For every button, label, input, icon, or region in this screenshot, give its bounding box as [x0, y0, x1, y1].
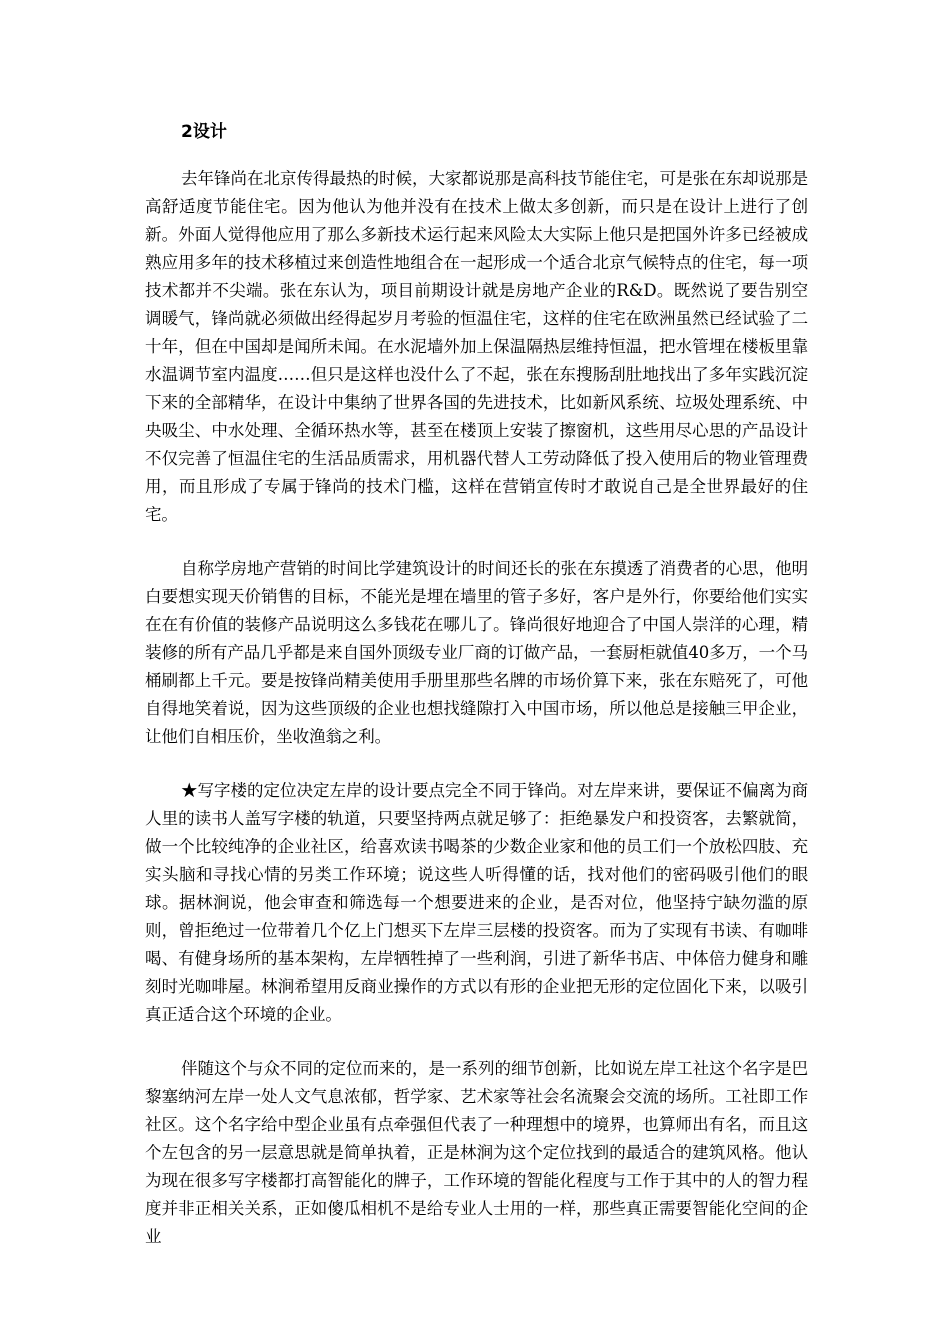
paragraph-consumer-psychology: 自称学房地产营销的时间比学建筑设计的时间还长的张在东摸透了消费者的心思，他明白要想实现天价销售的目标，不能光是埋在墙里的管子多好，客户是外行，你要给他们实实在在有价值的装修产品说明这么多钱花在哪儿了。锋尚很好地迎合了中国人崇洋的心理，精装修的所有产品几乎都是来自国外顶级专业厂商的订做产品，一套厨柜就值40多万，一个马桶刷都上千元。要是按锋尚精美使用手册里那些名牌的市场价算下来，张在东赔死了，可他自得地笑着说，因为这些顶级的企业也想找缝隙打入中国市场，所以他总是接触三甲企业，让他们自相压价，坐收渔翁之利。: [145, 559, 808, 746]
section-heading: 2设计: [181, 122, 227, 142]
document-page: [145, 118, 808, 1251]
paragraph-fengshang-design: 去年锋尚在北京传得最热的时候，大家都说那是高科技节能住宅，可是张在东却说那是高舒适度节能住宅。因为他认为他并没有在技术上做太多创新，而只是在设计上进行了创新。外面人觉得他应用了那么多新技术运行起来风险太大实际上他只是把国外许多已经被成熟应用多年的技术移植过来创造性地组合在一起形成一个适合北京气候特点的住宅，每一项技术都并不尖端。张在东认为，项目前期设计就是房地产企业的R&D。既然说了要告别空调暖气，锋尚就必须做出经得起岁月考验的恒温住宅，这样的住宅在欧洲虽然已经试验了二十年，但在中国却是闻所未闻。在水泥墙外加上保温隔热层维持恒温，把水管埋在楼板里靠水温调节室内温度……但只是这样也没什么了不起，张在东搜肠刮肚地找出了多年实践沉淀下来的全部精华，在设计中集纳了世界各国的先进技术，比如新风系统、垃圾处理系统、中央吸尘、中水处理、全循环热水等，甚至在楼顶上安装了擦窗机，这些用尽心思的产品设计不仅完善了恒温住宅的生活品质需求，用机器代替人工劳动降低了投入使用后的物业管理费用，而且形成了专属于锋尚的技术门槛，这样在营销宣传时才敢说自己是全世界最好的住宅。: [145, 169, 808, 524]
paragraph-left-bank-positioning: ★写字楼的定位决定左岸的设计要点完全不同于锋尚。对左岸来讲，要保证不偏离为商人里的读书人盖写字楼的轨道，只要坚持两点就足够了：拒绝暴发户和投资客，去繁就简，做一个比较纯净的企业社区，给喜欢读书喝茶的少数企业家和他的员工们一个放松四肢、充实头脑和寻找心情的另类工作环境；说这些人听得懂的话，找对他们的密码吸引他们的眼球。据林涧说，他会审查和筛选每一个想要进来的企业，是否对位，他坚持宁缺勿滥的原则，曾拒绝过一位带着几个亿上门想买下左岸三层楼的投资客。而为了实现有书读、有咖啡喝、有健身场所的基本架构，左岸牺牲掉了一些利润，引进了新华书店、中体倍力健身和雕刻时光咖啡屋。林涧希望用反商业操作的方式以有形的企业把无形的定位固化下来，以吸引真正适合这个环境的企业。: [145, 781, 808, 1024]
paragraph-detail-innovation: 伴随这个与众不同的定位而来的，是一系列的细节创新，比如说左岸工社这个名字是巴黎塞纳河左岸一处人文气息浓郁，哲学家、艺术家等社会名流聚会交流的场所。工社即工作社区。这个名字给中型企业虽有点牵强但代表了一种理想中的境界，也算师出有名，而且这个左包含的另一层意思就是简单执着，正是林涧为这个定位找到的最适合的建筑风格。他认为现在很多写字楼都打高智能化的牌子，工作环境的智能化程度与工作于其中的人的智力程度并非正相关关系，正如傻瓜相机不是给专业人士用的一样，那些真正需要智能化空间的企业: [145, 1059, 808, 1246]
